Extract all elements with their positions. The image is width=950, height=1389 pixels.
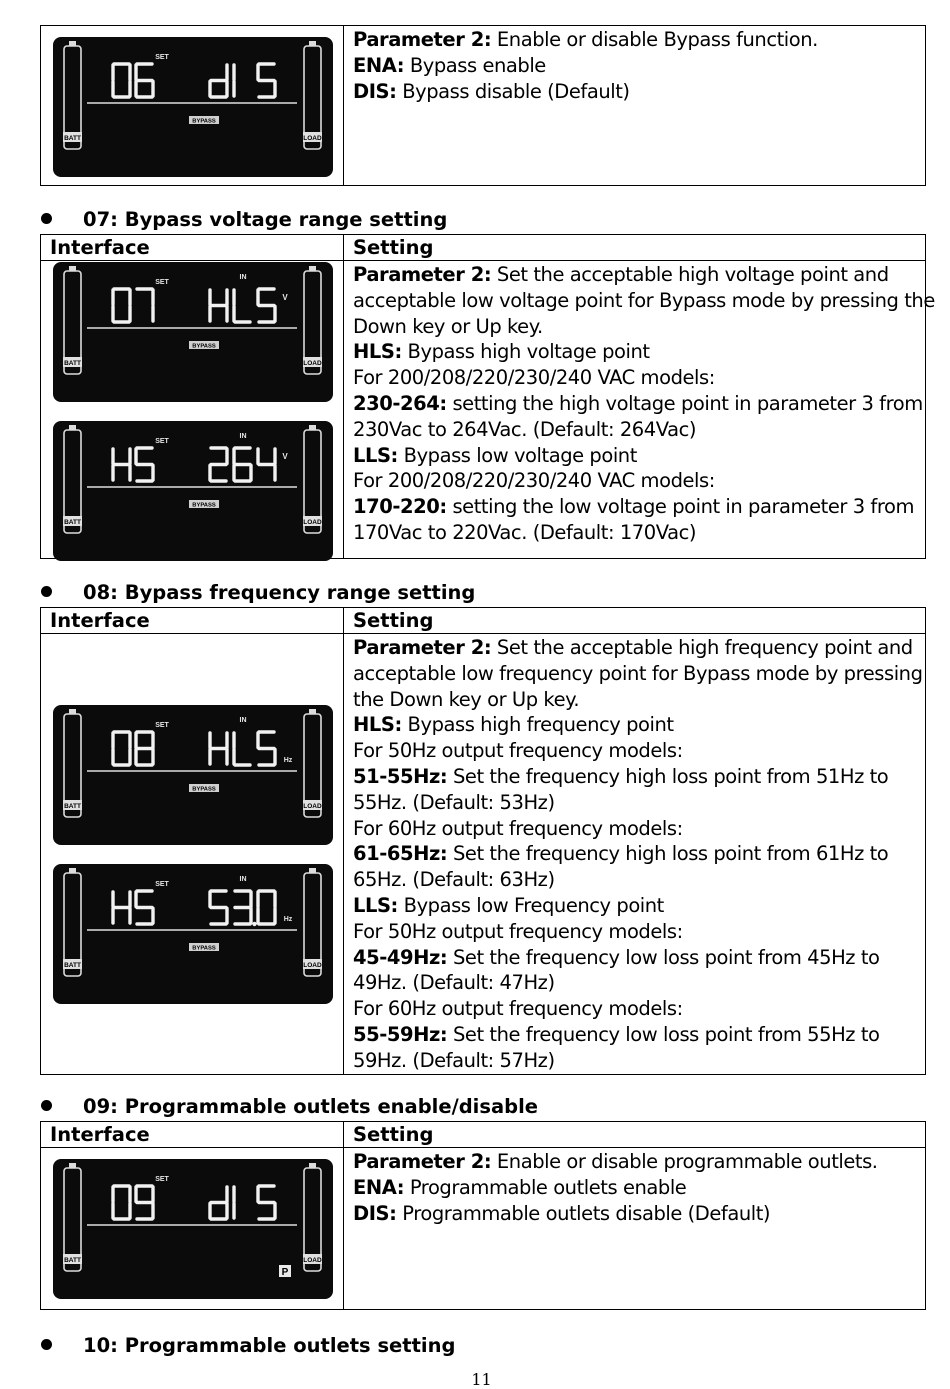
- lcd-display: [53, 262, 333, 402]
- in-label: IN: [239, 876, 247, 883]
- setting-term: Parameter 2:: [353, 636, 492, 659]
- setting-text: Set the frequency low loss point from 55Hz to: [447, 1022, 880, 1046]
- batt-label: BATT: [64, 135, 81, 142]
- in-label: IN: [239, 274, 247, 281]
- table-bypass-voltage: [40, 234, 935, 559]
- load-label: LOAD: [303, 519, 322, 526]
- setting-term: Parameter 2:: [353, 263, 492, 286]
- setting-line: [353, 1048, 919, 1074]
- lcd-display: [53, 421, 333, 561]
- set-label: SET: [155, 438, 169, 445]
- setting-text: Down key or Up key.: [353, 314, 543, 338]
- load-label: LOAD: [303, 360, 322, 367]
- setting-text: Bypass high frequency point: [401, 713, 674, 737]
- in-label: IN: [239, 433, 247, 440]
- lcd-screen: [53, 864, 333, 1004]
- interface-cell: [41, 1148, 344, 1310]
- load-label: LOAD: [303, 803, 322, 810]
- setting-cell: [344, 261, 935, 559]
- setting-line: [353, 816, 919, 842]
- setting-line: [353, 867, 919, 893]
- setting-term: HLS:: [353, 340, 402, 364]
- setting-text: Bypass low voltage point: [397, 443, 637, 467]
- setting-line: [353, 365, 919, 391]
- column-header-interface: Interface: [41, 608, 344, 634]
- setting-line: [353, 790, 919, 816]
- bypass-label: BYPASS: [192, 945, 216, 952]
- setting-text: Bypass disable (Default): [396, 79, 630, 103]
- lcd-screen: [53, 705, 333, 845]
- lcd-display: [53, 705, 333, 845]
- batt-label: BATT: [64, 519, 81, 526]
- setting-line: [353, 919, 919, 945]
- setting-text: 65Hz. (Default: 63Hz): [353, 868, 555, 892]
- setting-term: Parameter 2:: [353, 1150, 492, 1173]
- setting-term: LLS:: [353, 893, 398, 917]
- setting-term: 51-55Hz:: [353, 764, 448, 788]
- setting-text: setting the high voltage point in parameter 3 from: [446, 391, 923, 415]
- batt-label: BATT: [64, 962, 81, 969]
- setting-text: Set the frequency high loss point from 61Hz to: [447, 842, 889, 866]
- table-programmable-outlets: [40, 1121, 926, 1310]
- lcd-display: [53, 1159, 333, 1299]
- setting-line: [353, 79, 919, 105]
- prog-label: P: [281, 1267, 289, 1278]
- setting-text: Programmable outlets enable: [404, 1175, 687, 1199]
- bullet-icon: [41, 1339, 52, 1350]
- section-title: 08: Bypass frequency range setting: [83, 581, 476, 604]
- setting-line: [353, 443, 919, 469]
- setting-term: 170-220:: [353, 495, 447, 519]
- set-label: SET: [155, 722, 169, 729]
- setting-text: Programmable outlets disable (Default): [396, 1201, 771, 1225]
- hz-unit-label: Hz: [283, 916, 293, 923]
- bypass-label: BYPASS: [192, 502, 216, 509]
- setting-text: For 50Hz output frequency models:: [353, 739, 683, 763]
- lcd-screen: [53, 37, 333, 177]
- setting-text: Enable or disable programmable outlets.: [491, 1150, 878, 1173]
- table-bypass-frequency: [40, 607, 926, 1075]
- bypass-label: BYPASS: [192, 786, 216, 793]
- setting-line: [353, 635, 919, 661]
- setting-text: For 200/208/220/230/240 VAC models:: [353, 366, 715, 390]
- load-label: LOAD: [303, 962, 322, 969]
- bypass-label: BYPASS: [192, 343, 216, 350]
- setting-text: Bypass high voltage point: [401, 340, 650, 364]
- setting-term: DIS:: [353, 79, 397, 103]
- setting-line: [353, 53, 919, 79]
- lcd-screen: [53, 1159, 333, 1299]
- setting-cell: [344, 26, 926, 186]
- setting-line: [353, 262, 919, 288]
- setting-term: 230-264:: [353, 391, 447, 415]
- setting-text: For 50Hz output frequency models:: [353, 919, 683, 943]
- setting-line: [353, 520, 919, 546]
- setting-text: 55Hz. (Default: 53Hz): [353, 790, 555, 814]
- table-bypass-enable: [40, 25, 926, 186]
- setting-cell: [344, 634, 926, 1075]
- setting-text: Bypass enable: [404, 53, 546, 77]
- set-label: SET: [155, 279, 169, 286]
- setting-term: 61-65Hz:: [353, 842, 448, 866]
- setting-line: [353, 661, 923, 687]
- batt-label: BATT: [64, 803, 81, 810]
- section-heading-10: [41, 1334, 455, 1357]
- setting-line: [353, 468, 919, 494]
- volt-unit-label: V: [282, 452, 288, 461]
- setting-text: Enable or disable Bypass function.: [491, 28, 818, 51]
- setting-text: 230Vac to 264Vac. (Default: 264Vac): [353, 417, 697, 441]
- setting-line: [353, 970, 919, 996]
- setting-line: [353, 417, 919, 443]
- interface-cell: [41, 261, 344, 559]
- column-header-interface: Interface: [41, 235, 344, 261]
- lcd-display: [53, 37, 333, 177]
- volt-unit-label: V: [282, 293, 288, 302]
- setting-text: 49Hz. (Default: 47Hz): [353, 971, 555, 995]
- setting-line: [353, 288, 935, 314]
- setting-cell: [344, 1148, 926, 1310]
- setting-text: 59Hz. (Default: 57Hz): [353, 1048, 555, 1072]
- hz-unit-label: Hz: [283, 757, 293, 764]
- setting-line: [353, 1149, 919, 1175]
- section-heading-07: [41, 208, 447, 231]
- interface-cell: [41, 26, 344, 186]
- setting-line: [353, 27, 919, 53]
- setting-term: 45-49Hz:: [353, 945, 448, 969]
- set-label: SET: [155, 54, 169, 61]
- setting-line: [353, 738, 919, 764]
- lcd-screen: [53, 421, 333, 561]
- page-number: 11: [471, 1370, 492, 1389]
- setting-text: the Down key or Up key.: [353, 687, 580, 711]
- setting-text: For 60Hz output frequency models:: [353, 816, 683, 840]
- column-header-setting: Setting: [344, 1122, 926, 1148]
- setting-line: [353, 494, 919, 520]
- bullet-icon: [41, 213, 52, 224]
- section-title: 09: Programmable outlets enable/disable: [83, 1095, 538, 1118]
- setting-text: 170Vac to 220Vac. (Default: 170Vac): [353, 520, 697, 544]
- bypass-label: BYPASS: [192, 118, 216, 125]
- setting-term: Parameter 2:: [353, 28, 492, 51]
- setting-line: [353, 996, 919, 1022]
- setting-term: HLS:: [353, 713, 402, 737]
- setting-text: Set the frequency low loss point from 45Hz to: [447, 945, 880, 969]
- section-title: 10: Programmable outlets setting: [83, 1334, 456, 1357]
- setting-line: [353, 1022, 919, 1048]
- bullet-icon: [41, 1100, 52, 1111]
- setting-text: setting the low voltage point in parameter 3 from: [446, 495, 914, 519]
- setting-line: [353, 764, 919, 790]
- set-label: SET: [155, 1176, 169, 1183]
- setting-line: [353, 841, 919, 867]
- setting-line: [353, 1175, 919, 1201]
- section-heading-09: [41, 1095, 538, 1118]
- setting-term: 55-59Hz:: [353, 1022, 448, 1046]
- setting-line: [353, 339, 919, 365]
- load-label: LOAD: [303, 135, 322, 142]
- bullet-icon: [41, 586, 52, 597]
- setting-term: ENA:: [353, 53, 405, 77]
- setting-text: acceptable low voltage point for Bypass mode by pressing the: [353, 288, 935, 312]
- setting-line: [353, 712, 919, 738]
- setting-term: DIS:: [353, 1201, 397, 1225]
- lcd-display: [53, 864, 333, 1004]
- setting-line: [353, 687, 919, 713]
- batt-label: BATT: [64, 1257, 81, 1264]
- interface-cell: [41, 634, 344, 1075]
- setting-line: [353, 1201, 919, 1227]
- column-header-setting: Setting: [344, 235, 926, 261]
- set-label: SET: [155, 881, 169, 888]
- load-label: LOAD: [303, 1257, 322, 1264]
- batt-label: BATT: [64, 360, 81, 367]
- setting-line: [353, 893, 919, 919]
- setting-text: Set the frequency high loss point from 51Hz to: [447, 764, 889, 788]
- setting-text: Set the acceptable high frequency point and: [491, 636, 913, 659]
- section-heading-08: [41, 581, 475, 604]
- in-label: IN: [239, 717, 247, 724]
- setting-text: For 60Hz output frequency models:: [353, 997, 683, 1021]
- setting-text: For 200/208/220/230/240 VAC models:: [353, 469, 715, 493]
- setting-line: [353, 314, 919, 340]
- setting-term: ENA:: [353, 1175, 405, 1199]
- setting-term: LLS:: [353, 443, 398, 467]
- setting-line: [353, 945, 919, 971]
- column-header-setting: Setting: [344, 608, 926, 634]
- lcd-screen: [53, 262, 333, 402]
- column-header-interface: Interface: [41, 1122, 344, 1148]
- setting-line: [353, 391, 923, 417]
- setting-text: Set the acceptable high voltage point and: [491, 263, 889, 286]
- setting-text: Bypass low Frequency point: [397, 893, 664, 917]
- section-title: 07: Bypass voltage range setting: [83, 208, 448, 231]
- setting-text: acceptable low frequency point for Bypass mode by pressing: [353, 661, 923, 685]
